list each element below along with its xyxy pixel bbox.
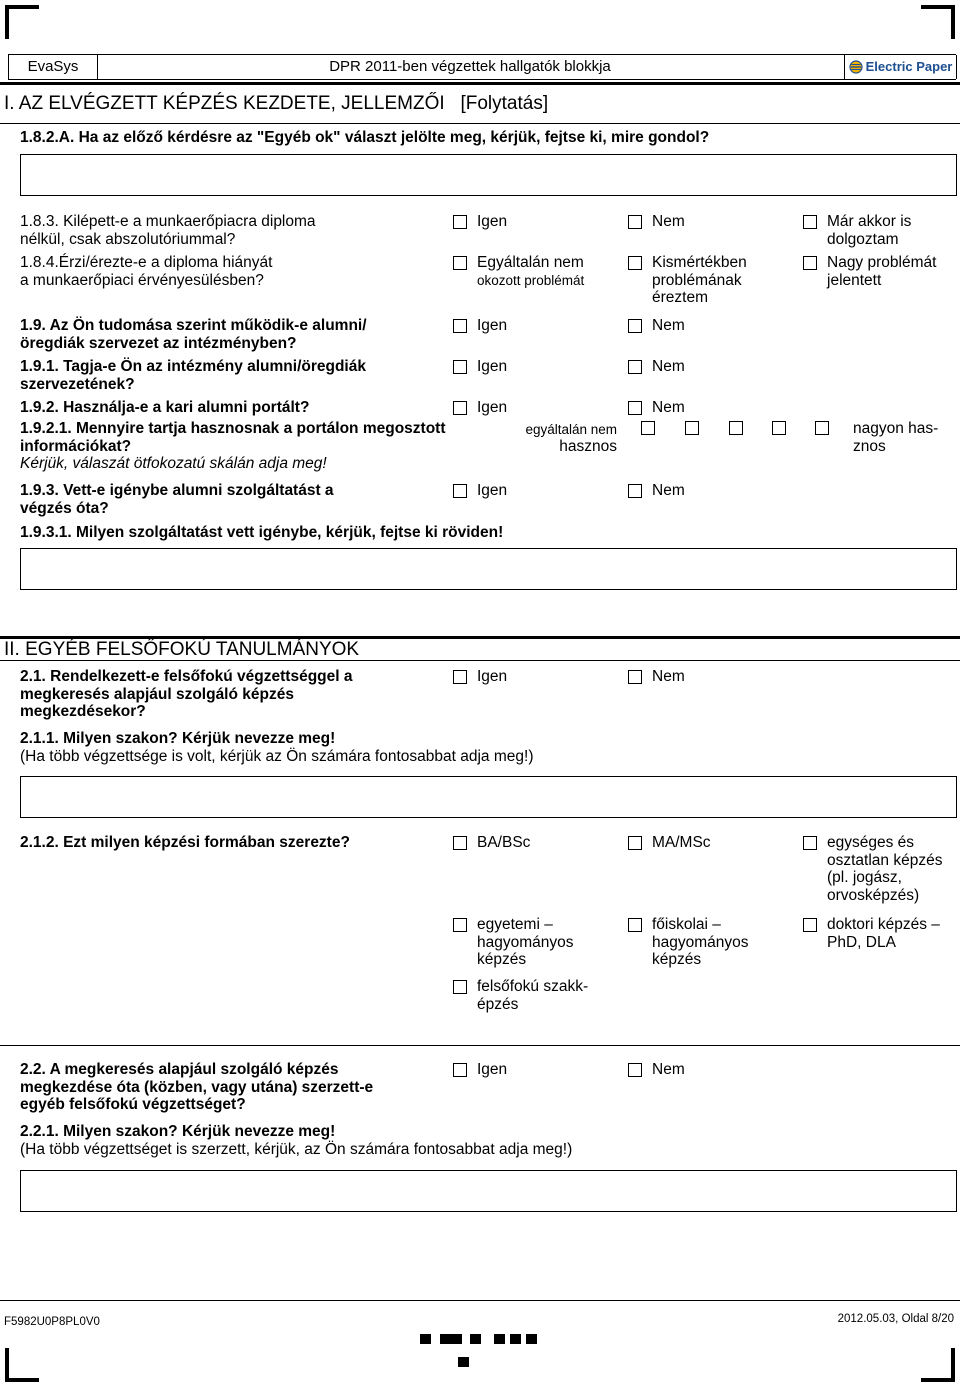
q-2-1-2-option-foiskolai[interactable]: főiskolai – hagyományos képzés — [628, 916, 749, 969]
section-1-header — [0, 82, 960, 124]
q-2-1-2-label: 2.1.2. Ezt milyen képzési formában szerezte? — [20, 834, 350, 851]
footer-date-page: 2012.05.03, Oldal 8/20 — [837, 1313, 954, 1325]
checkbox[interactable] — [453, 836, 467, 850]
q-1-8-3-option-igen[interactable]: Igen — [453, 213, 507, 231]
q-1-9-3-1-label: 1.9.3.1. Milyen szolgáltatást vett igénybe, kérjük, fejtse ki röviden! — [20, 524, 504, 541]
checkbox[interactable] — [628, 401, 642, 415]
page-header — [8, 54, 956, 80]
section-divider — [0, 1045, 960, 1046]
q-1-8-4-label: 1.8.4.Érzi/érezte-e a diploma hiányát a munkaerőpiaci érvényesülésben? — [20, 254, 273, 289]
q-1-9-3-1-textbox[interactable] — [20, 548, 957, 590]
checkbox[interactable] — [453, 1063, 467, 1077]
scale-right-anchor: nagyon has- znos — [853, 420, 939, 455]
q-1-9-2-1-label: 1.9.2.1. Mennyire tartja hasznosnak a portálon megosztott információkat? Kérjük, válaszát ötfokozatú skálán adja meg! — [20, 420, 446, 472]
q-1-9-2-option-igen[interactable]: Igen — [453, 399, 507, 417]
checkbox[interactable] — [453, 980, 467, 994]
checkbox[interactable] — [803, 918, 817, 932]
checkbox[interactable] — [803, 215, 817, 229]
q-1-8-2-a-textbox[interactable] — [20, 154, 957, 196]
q-1-9-2-option-nem[interactable]: Nem — [628, 399, 685, 417]
checkbox[interactable] — [803, 836, 817, 850]
q-2-2-1-textbox[interactable] — [20, 1170, 957, 1212]
scale-checkbox-2[interactable] — [685, 421, 699, 435]
q-1-8-3-option-mar-akkor[interactable]: Már akkor is dolgoztam — [803, 213, 911, 248]
corner-mark-top-right — [921, 5, 955, 39]
q-2-2-label: 2.2. A megkeresés alapjául szolgáló képzés megkezdése óta (közben, vagy utána) szerzett-e egyéb felsőfokú végzettséget? — [20, 1061, 374, 1113]
q-1-9-label: 1.9. Az Ön tudomása szerint működik-e alumni/ öregdiák szervezet az intézményben? — [20, 317, 367, 352]
scale-checkbox-4[interactable] — [772, 421, 786, 435]
corner-mark-bottom-right — [921, 1348, 955, 1382]
q-1-9-3-option-nem[interactable]: Nem — [628, 482, 685, 500]
checkbox[interactable] — [453, 484, 467, 498]
q-2-1-2-option-ma-msc[interactable]: MA/MSc — [628, 834, 711, 852]
section-1-title: I. AZ ELVÉGZETT KÉPZÉS KEZDETE, JELLEMZŐI [Folytatás] — [4, 93, 549, 114]
q-1-9-option-igen[interactable]: Igen — [453, 317, 507, 335]
header-logo — [844, 55, 957, 79]
q-1-8-4-option-kismertekben[interactable]: Kismértékben problémának éreztem — [628, 254, 747, 307]
checkbox[interactable] — [453, 918, 467, 932]
checkbox[interactable] — [628, 215, 642, 229]
q-1-8-4-option-egyaltalan-nem[interactable]: Egyáltalán nem okozott problémát — [453, 254, 584, 289]
checkbox[interactable] — [628, 484, 642, 498]
section-2-bottom-rule — [0, 660, 960, 661]
q-1-8-3-label: 1.8.3. Kilépett-e a munkaerőpiacra diploma nélkül, csak abszolutóriummal? — [20, 213, 316, 248]
checkbox[interactable] — [628, 836, 642, 850]
checkbox[interactable] — [453, 319, 467, 333]
checkbox[interactable] — [628, 360, 642, 374]
q-2-1-label: 2.1. Rendelkezett-e felsőfokú végzettséggel a megkeresés alapjául szolgáló képzés megkezdésekor? — [20, 668, 353, 720]
header-evasys: EvaSys — [8, 55, 98, 79]
q-2-1-option-igen[interactable]: Igen — [453, 668, 507, 686]
corner-mark-top-left — [5, 5, 39, 39]
q-1-9-1-option-nem[interactable]: Nem — [628, 358, 685, 376]
q-1-9-3-option-igen[interactable]: Igen — [453, 482, 507, 500]
q-1-9-3-label: 1.9.3. Vett-e igénybe alumni szolgáltatást a végzés óta? — [20, 482, 334, 517]
q-1-8-2-a-label: 1.8.2.A. Ha az előző kérdésre az "Egyéb ok" választ jelölte meg, kérjük, fejtse ki, mire gondol? — [20, 129, 710, 146]
q-2-2-1-label: 2.2.1. Milyen szakon? Kérjük nevezze meg! (Ha több végzettséget is szerzett, kérjük, az Ön számára fontosabbat adja meg!) — [20, 1123, 573, 1158]
q-1-9-option-nem[interactable]: Nem — [628, 317, 685, 335]
q-2-2-option-igen[interactable]: Igen — [453, 1061, 507, 1079]
electric-paper-logo-icon — [849, 60, 863, 74]
q-2-1-1-textbox[interactable] — [20, 776, 957, 818]
q-2-1-2-option-ba-bsc[interactable]: BA/BSc — [453, 834, 530, 852]
q-1-9-2-label: 1.9.2. Használja-e a kari alumni portált? — [20, 399, 310, 416]
q-1-8-3-option-nem[interactable]: Nem — [628, 213, 685, 231]
q-2-1-option-nem[interactable]: Nem — [628, 668, 685, 686]
checkbox[interactable] — [453, 215, 467, 229]
checkbox[interactable] — [803, 256, 817, 270]
corner-mark-bottom-left — [5, 1348, 39, 1382]
scale-checkbox-3[interactable] — [729, 421, 743, 435]
logo-text: Electric Paper — [865, 59, 953, 74]
q-2-1-1-label: 2.1.1. Milyen szakon? Kérjük nevezze meg! (Ha több végzettsége is volt, kérjük az Ön számára fontosabbat adja meg!) — [20, 730, 534, 765]
section-2-title: II. EGYÉB FELSŐFOKÚ TANULMÁNYOK — [4, 639, 360, 660]
footer-form-code: F5982U0P8PL0V0 — [4, 1316, 100, 1328]
q-2-2-option-nem[interactable]: Nem — [628, 1061, 685, 1079]
checkbox[interactable] — [628, 918, 642, 932]
checkbox[interactable] — [628, 670, 642, 684]
checkbox[interactable] — [628, 256, 642, 270]
header-title: DPR 2011-ben végzettek hallgatók blokkja — [329, 58, 611, 75]
checkbox[interactable] — [453, 360, 467, 374]
q-2-1-2-option-egyseges[interactable]: egységes és osztatlan képzés (pl. jogász, orvosképzés) — [803, 834, 942, 904]
q-2-1-2-option-felsofoku-szakkepzes[interactable]: felsőfokú szakk- épzés — [453, 978, 588, 1013]
checkbox[interactable] — [453, 670, 467, 684]
scale-left-anchor: egyáltalán nem hasznos — [525, 422, 617, 455]
checkbox[interactable] — [628, 1063, 642, 1077]
q-2-1-2-option-egyetemi[interactable]: egyetemi – hagyományos képzés — [453, 916, 574, 969]
q-1-9-1-option-igen[interactable]: Igen — [453, 358, 507, 376]
q-2-1-2-option-doktori[interactable]: doktori képzés – PhD, DLA — [803, 916, 940, 951]
q-1-9-1-label: 1.9.1. Tagja-e Ön az intézmény alumni/öregdiák szervezetének? — [20, 358, 366, 393]
scale-checkbox-1[interactable] — [641, 421, 655, 435]
checkbox[interactable] — [453, 401, 467, 415]
footer-rule — [0, 1300, 960, 1301]
checkbox[interactable] — [628, 319, 642, 333]
scale-checkbox-5[interactable] — [815, 421, 829, 435]
q-1-8-4-option-nagy-problema[interactable]: Nagy problémát jelentett — [803, 254, 936, 289]
checkbox[interactable] — [453, 256, 467, 270]
